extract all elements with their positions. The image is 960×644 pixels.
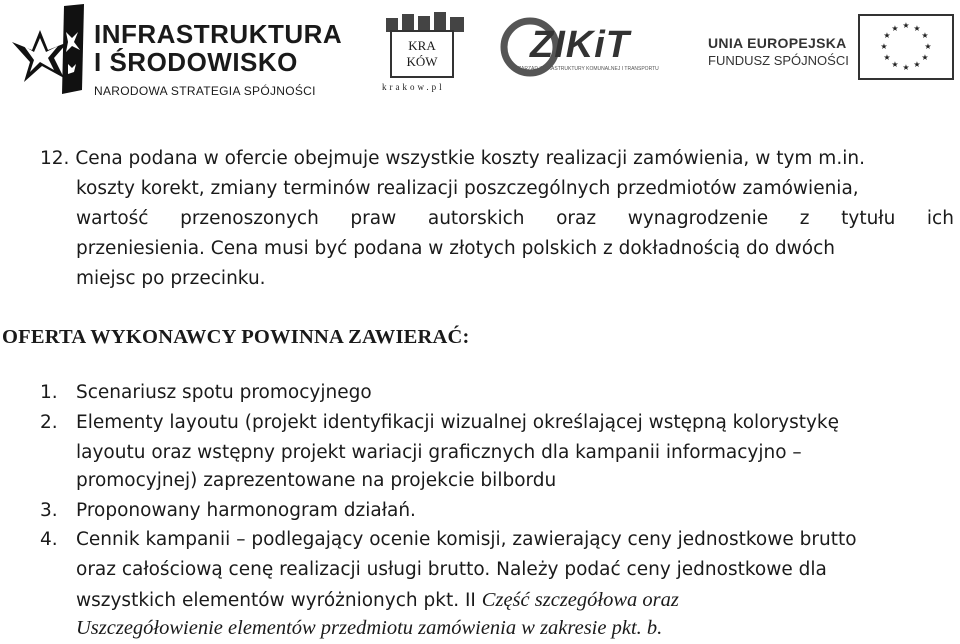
svg-text:★: ★ xyxy=(883,53,891,62)
item-number: 12. xyxy=(40,148,70,169)
ue-line1: UNIA EUROPEJSKA xyxy=(708,35,847,51)
list-number: 1. xyxy=(40,382,58,403)
logo-line2: I ŚRODOWISKO xyxy=(94,47,298,77)
list-item-2-line1: Elementy layoutu (projekt identyfikacji wizualnej określającej wstępną kolorystykę xyxy=(76,412,839,433)
svg-text:★: ★ xyxy=(921,53,929,62)
list-item-2-line3: promocyjnej) zaprezentowane na projekcie bilbordu xyxy=(76,470,557,491)
zikit-tagline: ZARZĄD INFRASTRUKTURY KOMUNALNEJ I TRANSPORTU xyxy=(518,66,659,72)
krakow-name-box xyxy=(390,30,454,78)
item-12-number-and-line1 xyxy=(40,148,865,169)
word: autorskich xyxy=(427,208,525,229)
list-item-4-line4-plain: w zakresie pkt. b. xyxy=(516,617,663,639)
list-number: 4. xyxy=(40,529,58,550)
list-item-4-line3 xyxy=(76,589,679,612)
krakow-url: krakow.pl xyxy=(382,82,445,92)
word: wynagrodzenie xyxy=(627,208,769,229)
zikit-name: ZIKiT xyxy=(530,24,630,66)
list-number: 2. xyxy=(40,412,58,433)
list-item-1-line1: Scenariusz spotu promocyjnego xyxy=(76,382,372,403)
eu-logo xyxy=(708,14,960,84)
krakow-logo xyxy=(378,12,478,97)
word: przenoszonych xyxy=(180,208,319,229)
item-12-line3 xyxy=(76,208,954,229)
svg-text:★: ★ xyxy=(883,31,891,40)
castle-icon xyxy=(378,12,478,32)
krakow-box-line2: KÓW xyxy=(406,54,438,69)
header-logos xyxy=(0,0,960,110)
svg-text:★: ★ xyxy=(921,31,929,40)
item-12-line2: koszty korekt, zmiany terminów realizacji poszczególnych przedmiotów zamówienia, xyxy=(76,178,859,199)
word: tytułu xyxy=(841,208,896,229)
star-flag-icon xyxy=(2,2,92,102)
section-heading: OFERTA WYKONAWCY POWINNA ZAWIERAĆ: xyxy=(2,326,470,348)
krakow-box-line1: KRA xyxy=(408,38,436,53)
word: z xyxy=(799,208,810,229)
svg-text:★: ★ xyxy=(924,42,932,51)
list-item-4-line4-italic: Uszczegółowienie elementów przedmiotu zamówienia xyxy=(76,617,517,639)
logo-line1: INFRASTRUKTURA xyxy=(94,19,343,49)
list-item-2-line2: layoutu oraz wstępny projekt wariacji graficznych dla kampanii informacyjno – xyxy=(76,442,802,463)
svg-text:★: ★ xyxy=(880,42,888,51)
ue-line2: FUNDUSZ SPÓJNOŚCI xyxy=(708,53,849,68)
word: oraz xyxy=(556,208,597,229)
list-item-4-line3-plain: wszystkich elementów wyróżnionych pkt. II xyxy=(76,590,476,611)
svg-text:★: ★ xyxy=(913,24,921,33)
eu-flag-icon xyxy=(858,14,954,80)
item-12-line5: miejsc po przecinku. xyxy=(76,268,266,289)
svg-text:★: ★ xyxy=(891,24,899,33)
list-item-3-line1: Proponowany harmonogram działań. xyxy=(76,500,416,521)
word: ich xyxy=(926,208,954,229)
logo-line3: NARODOWA STRATEGIA SPÓJNOŚCI xyxy=(94,84,316,98)
svg-text:★: ★ xyxy=(891,60,899,69)
svg-text:★: ★ xyxy=(902,63,910,72)
list-item-4-line4 xyxy=(76,617,662,640)
word: praw xyxy=(350,208,397,229)
list-item-4-line2: oraz całościową cenę realizacji usługi brutto. Należy podać ceny jednostkowe dla xyxy=(76,559,827,580)
word: wartość xyxy=(76,208,149,229)
item-12-line4: przeniesienia. Cena musi być podana w złotych polskich z dokładnością do dwóch xyxy=(76,238,835,259)
eu-stars-icon xyxy=(860,16,952,78)
list-item-4-line1: Cennik kampanii – podlegający ocenie komisji, zawierający ceny jednostkowe brutto xyxy=(76,529,857,550)
svg-text:★: ★ xyxy=(902,21,910,30)
zikit-logo xyxy=(500,14,659,80)
svg-text:★: ★ xyxy=(913,60,921,69)
infrastruktura-logo xyxy=(2,2,343,102)
item-12-line1: Cena podana w ofercie obejmuje wszystkie koszty realizacji zamówienia, w tym m.in. xyxy=(75,148,865,169)
list-item-4-line3-italic: Część szczegółowa oraz xyxy=(481,589,679,611)
list-number: 3. xyxy=(40,500,58,521)
